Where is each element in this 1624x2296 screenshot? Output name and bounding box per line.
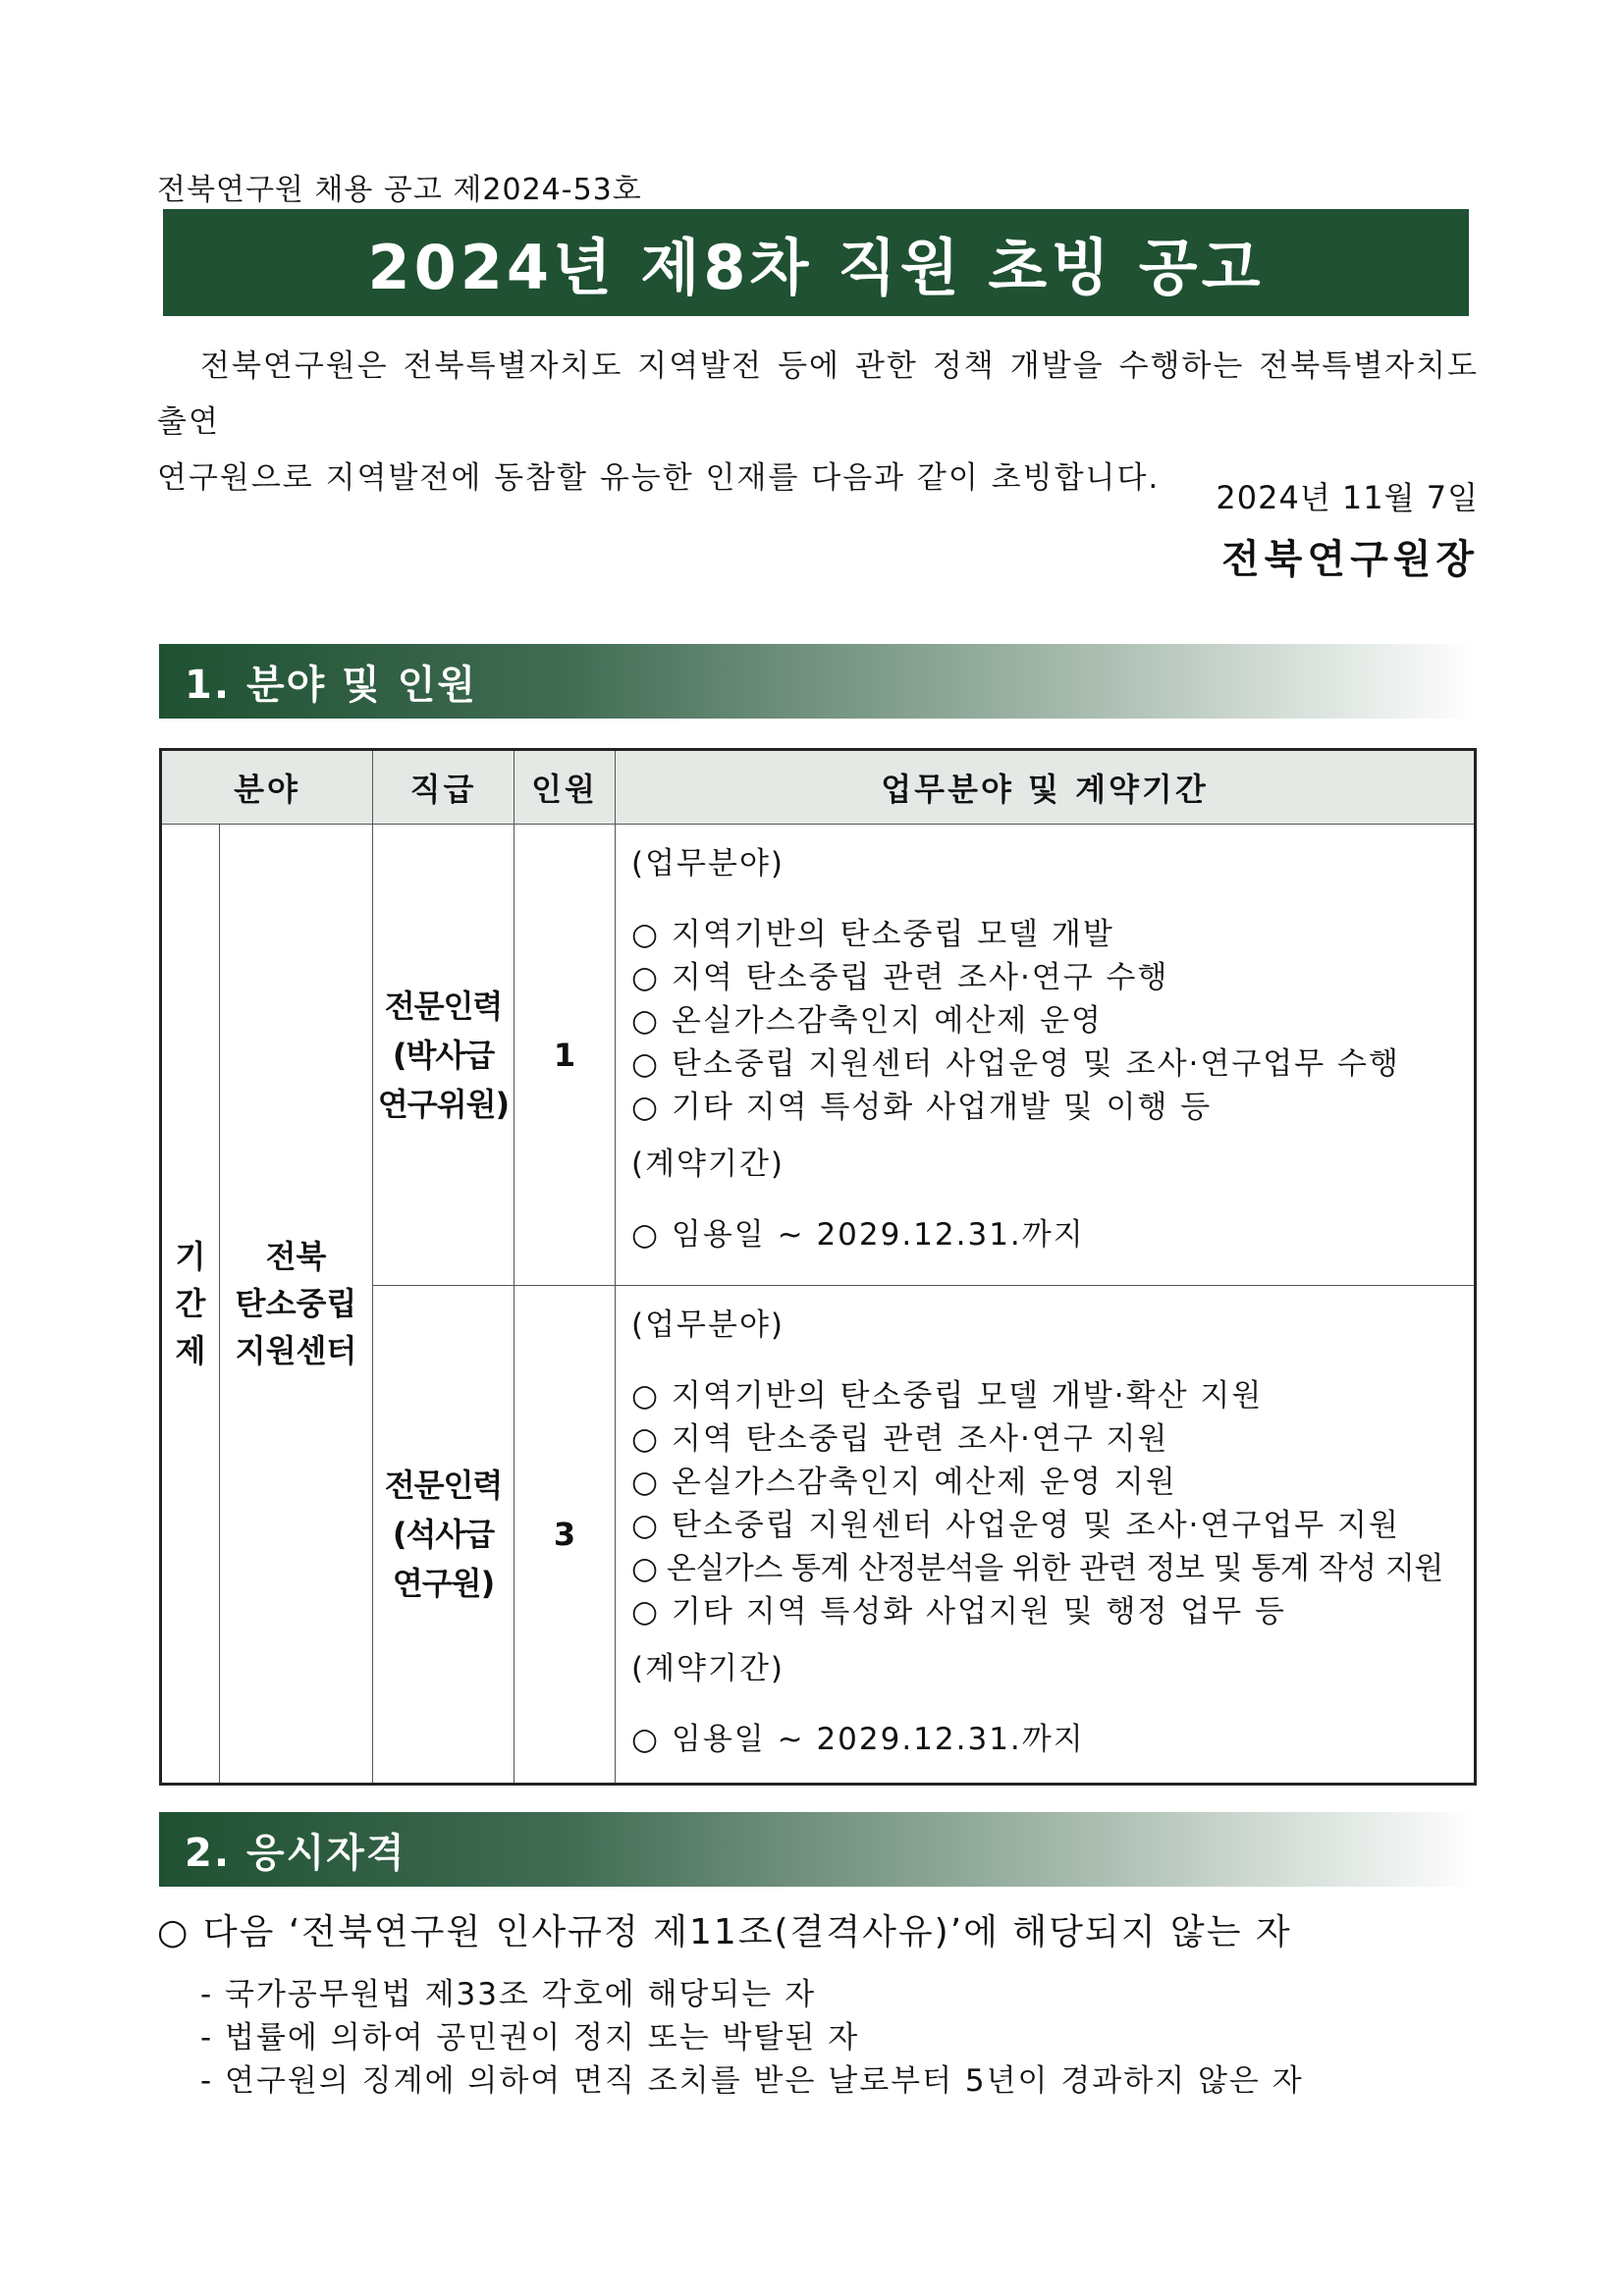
qualification-item: - 국가공무원법 제33조 각호에 해당되는 자: [200, 1977, 817, 2012]
section-2-header: [159, 1812, 1477, 1887]
category-type: 기 간 제: [161, 825, 220, 1785]
duty-label: (업무분야): [631, 1308, 785, 1343]
col-header-field: 분야: [161, 750, 373, 825]
section-2-title: 2. 응시자격: [185, 1830, 406, 1876]
col-header-duties: 업무분야 및 계약기간: [616, 750, 1476, 825]
col-header-grade: 직급: [373, 750, 514, 825]
intro-line-2: 연구원으로 지역발전에 동참할 유능한 인재를 다음과 같이 초빙합니다.: [157, 460, 1161, 496]
list-item: ○ 온실가스감축인지 예산제 운영: [631, 1003, 1103, 1039]
list-item: ○ 지역기반의 탄소중립 모델 개발: [631, 917, 1114, 952]
intro-line-1: 전북연구원은 전북특별자치도 지역발전 등에 관한 정책 개발을 수행하는 전북특별자치도출연: [157, 348, 1479, 440]
list-item: ○ 지역 탄소중립 관련 조사·연구 수행: [631, 960, 1169, 995]
list-item: ○ 탄소중립 지원센터 사업운영 및 조사·연구업무 수행: [631, 1046, 1400, 1082]
term-value: ○ 임용일 ~ 2029.12.31.까지: [631, 1217, 1085, 1253]
position-1-duties: [616, 825, 1476, 1286]
page-title: 2024년 제8차 직원 초빙 공고: [367, 232, 1265, 303]
list-item: ○ 기타 지역 특성화 사업지원 및 행정 업무 등: [631, 1594, 1286, 1629]
list-item: ○ 온실가스감축인지 예산제 운영 지원: [631, 1465, 1177, 1500]
position-2-duties: [616, 1286, 1476, 1785]
positions-table: [159, 748, 1477, 1786]
list-item: ○ 기타 지역 특성화 사업개발 및 이행 등: [631, 1090, 1213, 1125]
signer: 전북연구원장: [1221, 537, 1479, 582]
list-item: ○ 탄소중립 지원센터 사업운영 및 조사·연구업무 지원: [631, 1508, 1400, 1543]
list-item: ○ 지역 탄소중립 관련 조사·연구 지원: [631, 1421, 1169, 1457]
notice-date: 2024년 11월 7일: [1216, 479, 1479, 516]
notice-number: 전북연구원 채용 공고 제2024-53호: [157, 173, 642, 207]
table-header-row: [161, 750, 1476, 825]
list-item: ○ 지역기반의 탄소중립 모델 개발·확산 지원: [631, 1378, 1264, 1414]
qualification-main: ○ 다음 ‘전북연구원 인사규정 제11조(결격사유)’에 해당되지 않는 자: [157, 1912, 1292, 1952]
term-label: (계약기간): [631, 1651, 785, 1686]
position-2-count: 3: [514, 1286, 616, 1785]
section-1-header: [159, 644, 1477, 719]
term-value: ○ 임용일 ~ 2029.12.31.까지: [631, 1722, 1085, 1757]
title-banner: [163, 209, 1469, 316]
section-1-title: 1. 분야 및 인원: [185, 662, 478, 708]
position-1-count: 1: [514, 825, 616, 1286]
position-2-grade: 전문인력 (석사급 연구원): [373, 1286, 514, 1785]
qualification-item: - 연구원의 징계에 의하여 면직 조치를 받은 날로부터 5년이 경과하지 않은 자: [200, 2063, 1304, 2099]
category-name: 전북 탄소중립 지원센터: [220, 825, 373, 1785]
position-1-grade: 전문인력 (박사급 연구위원): [373, 825, 514, 1286]
term-label: (계약기간): [631, 1147, 785, 1182]
list-item: ○ 온실가스 통계 산정분석을 위한 관련 정보 및 통계 작성 지원: [631, 1551, 1443, 1586]
qualification-item: - 법률에 의하여 공민권이 정지 또는 박탈된 자: [200, 2020, 860, 2056]
duty-label: (업무분야): [631, 846, 785, 881]
col-header-count: 인원: [514, 750, 616, 825]
table-row: [161, 825, 1476, 1286]
